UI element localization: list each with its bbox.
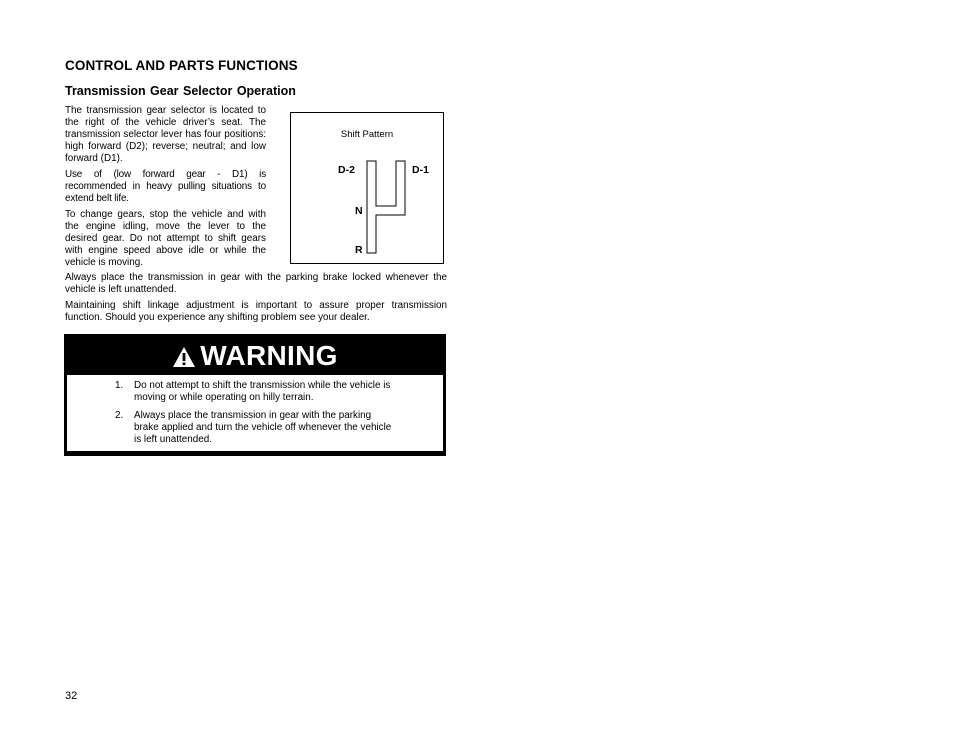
warning-body xyxy=(67,375,443,451)
paragraph-parking: Always place the transmission in gear with the parking brake locked whenever the vehicle is left unattended. xyxy=(65,272,447,295)
warning-title: WARNING xyxy=(200,339,338,371)
warning-item xyxy=(115,410,395,446)
warning-item-number: 1. xyxy=(115,380,124,391)
warning-item xyxy=(115,380,395,404)
warning-header xyxy=(67,336,443,375)
warning-triangle-icon xyxy=(172,346,196,368)
gear-label-d2: D-2 xyxy=(338,164,355,176)
paragraph-changing-gears: To change gears, stop the vehicle and with the engine idling, move the lever to the desired gear. Do not attempt to shift gears with engine speed above idle or while the vehicle is moving. xyxy=(65,209,266,268)
shift-gate-outline xyxy=(367,161,405,253)
gear-label-d1: D-1 xyxy=(412,164,429,176)
shift-pattern-diagram xyxy=(291,113,445,265)
paragraph-linkage-adjustment: Maintaining shift linkage adjustment is important to assure proper transmission function. Should you experience any shifting problem see your dealer. xyxy=(65,300,447,323)
section-title: CONTROL AND PARTS FUNCTIONS xyxy=(65,58,298,73)
warning-box xyxy=(64,334,446,456)
gear-label-n: N xyxy=(355,205,363,217)
warning-item-text: Do not attempt to shift the transmission while the vehicle is moving or while operating on hilly terrain. xyxy=(134,380,391,403)
shift-pattern-figure xyxy=(290,112,444,264)
subsection-title: Transmission Gear Selector Operation xyxy=(65,84,296,98)
page-number: 32 xyxy=(65,690,78,702)
paragraph-selector-location: The transmission gear selector is located to the right of the vehicle driver’s seat. The transmission selector lever has four positions: high forward (D2); reverse; neutral; and low forward (D1). xyxy=(65,105,266,164)
figure-caption: Shift Pattern xyxy=(340,129,394,140)
gear-label-r: R xyxy=(355,244,363,256)
warning-item-number: 2. xyxy=(115,409,124,421)
warning-item-text: Always place the transmission in gear with the parking brake applied and turn the vehicle off whenever the vehicle is left unattended. xyxy=(134,409,392,445)
paragraph-low-gear-use: Use of (low forward gear - D1) is recommended in heavy pulling situations to extend belt life. xyxy=(65,169,266,204)
